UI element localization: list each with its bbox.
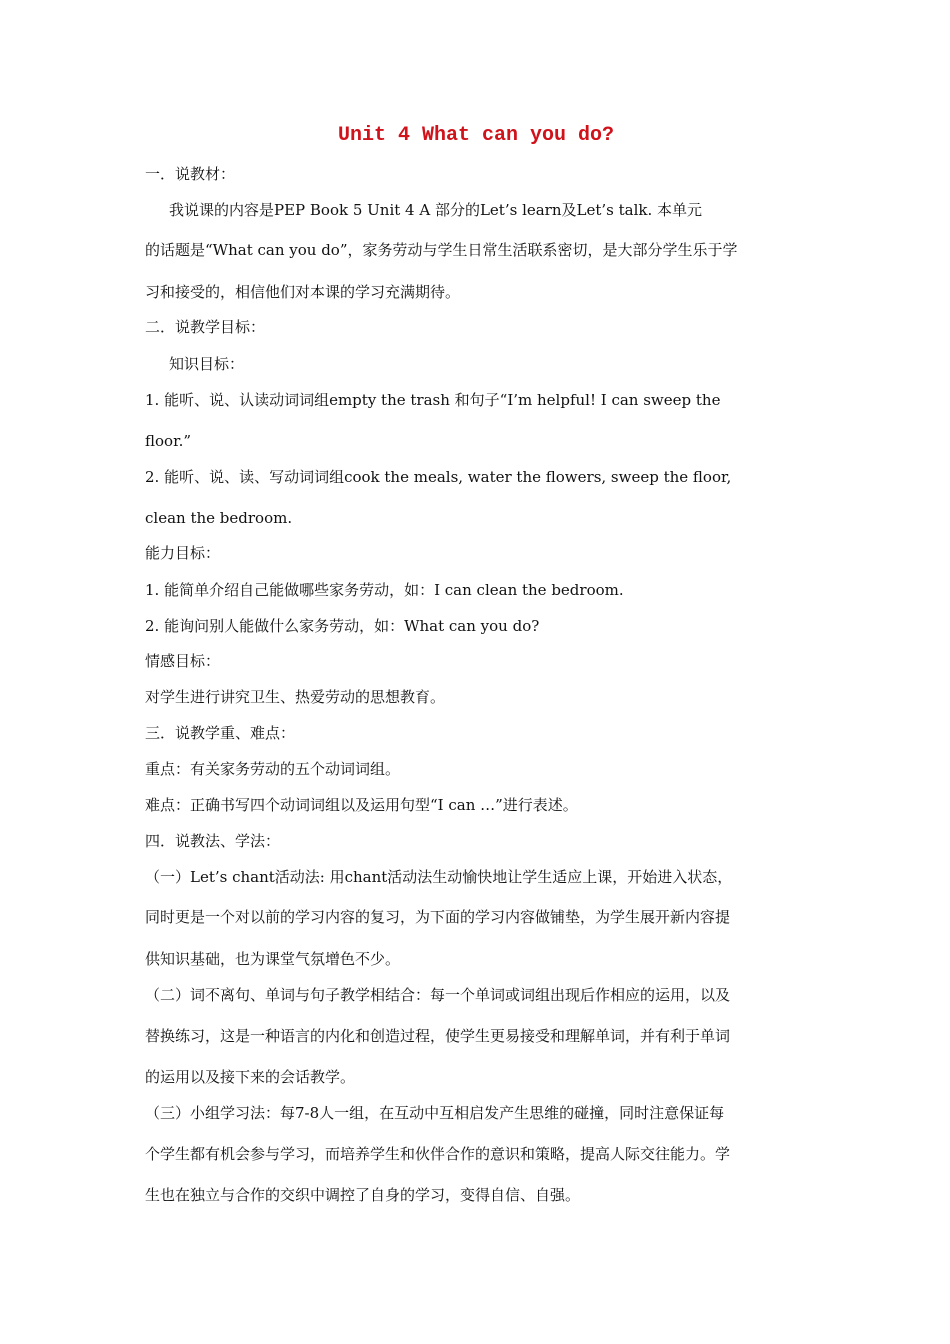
section-heading-1: 一．说教材： <box>145 165 236 183</box>
paragraph-line: 的运用以及接下来的会话教学。 <box>145 1068 356 1086</box>
section-heading-3: 三．说教学重、难点： <box>145 724 296 742</box>
list-item: 2. 能询问别人能做什么家务劳动，如：What can you do? <box>145 617 540 635</box>
paragraph-line: （一）Let’s chant活动法: 用chant活动法生动愉快地让学生适应上课，开始进入状态， <box>145 868 733 886</box>
paragraph-line: （二）词不离句、单词与句子教学相结合：每一个单词或词组出现后作相应的运用，以及 <box>145 986 731 1004</box>
paragraph-line: 难点：正确书写四个动词词组以及运用句型“I can …”进行表述。 <box>145 796 578 814</box>
section-heading-2: 二．说教学目标： <box>145 318 266 336</box>
document-title: Unit 4 What can you do? <box>337 124 615 147</box>
paragraph-line: 替换练习，这是一种语言的内化和创造过程，使学生更易接受和理解单词，并有利于单词 <box>145 1027 731 1045</box>
subheading-emotion: 情感目标： <box>145 652 221 670</box>
paragraph-line: （三）小组学习法：每7-8人一组，在互动中互相启发产生思维的碰撞，同时注意保证每 <box>145 1104 725 1122</box>
paragraph-line: 我说课的内容是PEP Book 5 Unit 4 A 部分的Let’s learn及Let’s talk. 本单元 <box>169 201 703 219</box>
paragraph-line: 生也在独立与合作的交织中调控了自身的学习，变得自信、自强。 <box>145 1186 581 1204</box>
paragraph-line: 个学生都有机会参与学习，而培养学生和伙伴合作的意识和策略，提高人际交往能力。学 <box>145 1145 731 1163</box>
paragraph-line: 重点：有关家务劳动的五个动词词组。 <box>145 760 401 778</box>
list-item: 1. 能简单介绍自己能做哪些家务劳动，如：I can clean the bedroom. <box>145 581 624 599</box>
list-item: 2. 能听、说、读、写动词词组cook the meals, water the flowers, sweep the floor, <box>145 468 732 486</box>
subheading-ability: 能力目标： <box>145 544 221 562</box>
paragraph-line: 供知识基础，也为课堂气氛增色不少。 <box>145 950 401 968</box>
list-item-continuation: clean the bedroom. <box>145 509 293 527</box>
paragraph-line: 对学生进行讲究卫生、热爱劳动的思想教育。 <box>145 688 446 706</box>
list-item: 1. 能听、说、认读动词词组empty the trash 和句子“I’m helpful! I can sweep the <box>145 391 721 409</box>
list-item-continuation: floor.” <box>145 432 192 450</box>
paragraph-line: 同时更是一个对以前的学习内容的复习，为下面的学习内容做铺垫，为学生展开新内容提 <box>145 908 731 926</box>
paragraph-line: 习和接受的，相信他们对本课的学习充满期待。 <box>145 283 461 301</box>
paragraph-line: 的话题是“What can you do”，家务劳动与学生日常生活联系密切，是大部分学生乐于学 <box>145 241 738 259</box>
subheading-knowledge: 知识目标： <box>169 355 245 373</box>
section-heading-4: 四．说教法、学法： <box>145 832 281 850</box>
